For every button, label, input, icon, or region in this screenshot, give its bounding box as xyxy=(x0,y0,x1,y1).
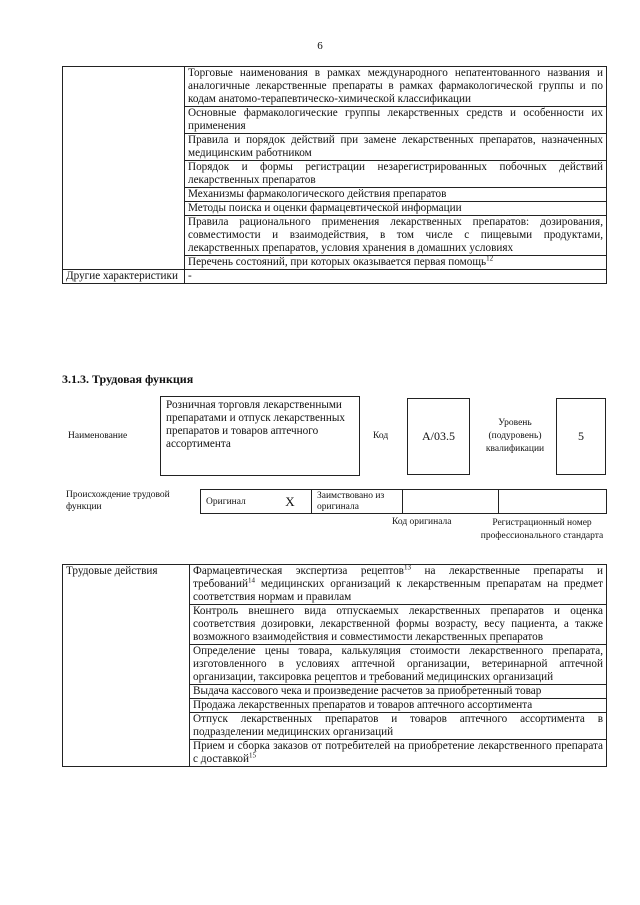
knowledge-item: Методы поиска и оценки фармацевтической информации xyxy=(185,202,607,216)
qualification-level-box: 5 xyxy=(556,398,606,475)
original-label: Оригинал xyxy=(201,490,270,514)
original-code-caption: Код оригинала xyxy=(392,517,452,527)
labor-action-item: Определение цены товара, калькуляция стоимости лекарственного препарата, изготовленного в условиях аптечной организации, ветеринарной аптечной организации, таксировка рецептов и требований медицинских организаций xyxy=(190,645,607,685)
table-row xyxy=(63,565,607,605)
knowledge-label-cell xyxy=(63,67,185,270)
knowledge-item: Правила и порядок действий при замене лекарственных препаратов, назначенных медицинским работником xyxy=(185,134,607,161)
section-heading: 3.1.3. Трудовая функция xyxy=(62,372,194,386)
knowledge-table xyxy=(62,66,607,284)
function-name-box: Розничная торговля лекарственными препаратами и отпуск лекарственных препаратов и товаров аптечного ассортимента xyxy=(160,396,360,476)
footnote-ref: 13 xyxy=(403,563,411,572)
action-text: Фармацевтическая экспертиза рецептов xyxy=(193,565,404,577)
code-label: Код xyxy=(373,431,389,441)
labor-action-item: Продажа лекарственных препаратов и товаров аптечного ассортимента xyxy=(190,699,607,713)
labor-action-item xyxy=(190,565,607,605)
labor-actions-label: Трудовые действия xyxy=(63,565,190,767)
action-text: Прием и сборка заказов от потребителей на приобретение лекарственного препарата с доставкой xyxy=(193,740,603,765)
knowledge-item: Порядок и формы регистрации незарегистрированных побочных действий лекарственных препаратов xyxy=(185,161,607,188)
name-label: Наименование xyxy=(68,431,128,441)
footnote-ref: 15 xyxy=(249,751,257,760)
other-characteristics-value: - xyxy=(185,270,607,284)
page-number: 6 xyxy=(317,40,323,52)
knowledge-item: Правила рационального применения лекарственных препаратов: дозирования, совместимости и взаимодействия, в том числе с пищевыми продуктами, лекарственных препаратов, условия хранения в домашних условиях xyxy=(185,216,607,256)
knowledge-item-last xyxy=(185,256,607,270)
borrowed-label: Заимствовано из оригинала xyxy=(312,490,403,514)
knowledge-item: Основные фармакологические группы лекарственных средств и особенности их применения xyxy=(185,107,607,134)
labor-action-item: Отпуск лекарственных препаратов и товаров аптечного ассортимента в подразделении медицинских организаций xyxy=(190,713,607,740)
qualification-level-label: Уровень (подуровень) квалификации xyxy=(485,418,545,454)
footnote-ref: 12 xyxy=(486,254,494,263)
footnote-ref: 14 xyxy=(247,576,255,585)
table-row xyxy=(201,490,607,514)
registration-number-caption: Регистрационный номер профессионального стандарта xyxy=(480,518,604,541)
table-row xyxy=(63,270,607,284)
knowledge-item: Торговые наименования в рамках международного непатентованного названия и аналогичные лекарственные препараты в рамках фармакологической группы и по кодам анатомо-терапевтическо-химической классификации xyxy=(185,67,607,107)
origin-label: Происхождение трудовой функции xyxy=(66,490,170,512)
other-characteristics-label: Другие характеристики xyxy=(63,270,185,284)
registration-number-cell xyxy=(499,490,607,514)
action-text: на лекарственные препараты и требований xyxy=(193,565,603,590)
labor-action-item xyxy=(190,740,607,767)
knowledge-item: Механизмы фармакологического действия препаратов xyxy=(185,188,607,202)
origin-table xyxy=(200,489,607,514)
labor-action-item: Выдача кассового чека и произведение расчетов за приобретенный товар xyxy=(190,685,607,699)
labor-action-item: Контроль внешнего вида отпускаемых лекарственных препаратов и оценка соответствия дозировки, лекарственной формы возрасту, весу пациента, а также возможного взаимодействия и совместимости лекарственных препаратов xyxy=(190,605,607,645)
original-code-cell xyxy=(403,490,499,514)
action-text: медицинских организаций к лекарственным препаратам на предмет соответствия нормам и правилам xyxy=(193,578,603,603)
labor-actions-table xyxy=(62,564,607,767)
table-row xyxy=(63,67,607,107)
knowledge-item-text: Перечень состояний, при которых оказывается первая помощь xyxy=(188,256,487,268)
original-mark: X xyxy=(269,490,312,514)
function-code-box: A/03.5 xyxy=(407,398,470,475)
